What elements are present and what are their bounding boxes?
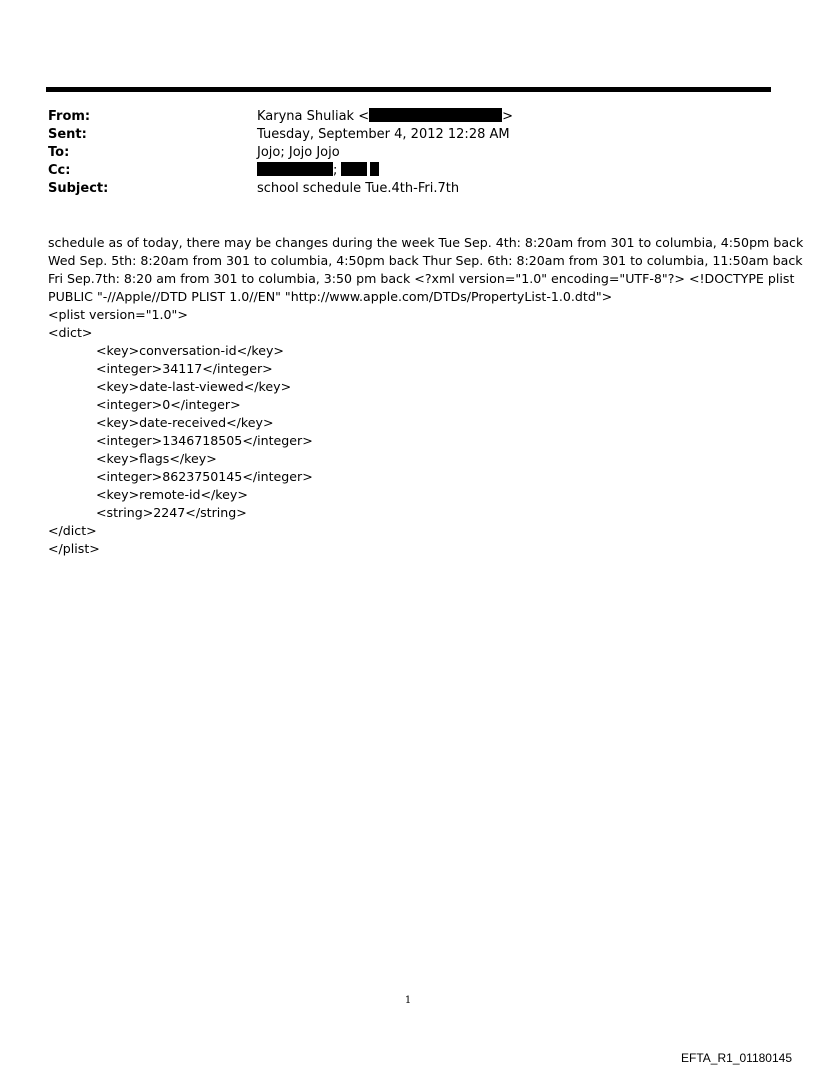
body-line: Fri Sep.7th: 8:20 am from 301 to columbia, 3:50 pm back <?xml version="1.0" encoding="UTF-8"?> <!DOCTYPE plist [48, 271, 795, 286]
from-label: From: [48, 109, 91, 124]
cc-value [257, 162, 379, 180]
to-value: Jojo; Jojo Jojo [257, 145, 340, 160]
redaction-block [341, 162, 367, 176]
body-line: <key>flags</key> [96, 451, 217, 466]
to-label: To: [48, 145, 70, 160]
body-line: <key>date-received</key> [96, 415, 274, 430]
body-line: <plist version="1.0"> [48, 307, 188, 322]
body-line: <key>conversation-id</key> [96, 343, 284, 358]
body-line: <key>date-last-viewed</key> [96, 379, 292, 394]
body-line: <string>2247</string> [96, 505, 247, 520]
cc-row [48, 162, 768, 180]
body-line: <integer>34117</integer> [96, 361, 273, 376]
page-number: 1 [404, 995, 412, 1006]
redaction-block [369, 108, 502, 122]
body-line: </dict> [48, 523, 97, 538]
from-row [48, 108, 768, 126]
subject-row [48, 180, 768, 198]
from-close: > [502, 109, 514, 124]
body-line: PUBLIC "-//Apple//DTD PLIST 1.0//EN" "http://www.apple.com/DTDs/PropertyList-1.0.dtd"> [48, 289, 613, 304]
cc-label: Cc: [48, 163, 71, 178]
redaction-block [370, 162, 379, 176]
sent-row [48, 126, 768, 144]
from-name: Karyna Shuliak < [257, 109, 370, 124]
body-line: <key>remote-id</key> [96, 487, 248, 502]
body-line: <dict> [48, 325, 93, 340]
redaction-block [257, 162, 333, 176]
sent-label: Sent: [48, 127, 87, 142]
body-line: Wed Sep. 5th: 8:20am from 301 to columbia, 4:50pm back Thur Sep. 6th: 8:20am from 301 to columbia, 11:50am back [48, 253, 803, 268]
body-line: <integer>8623750145</integer> [96, 469, 313, 484]
subject-label: Subject: [48, 181, 109, 196]
body-line: </plist> [48, 541, 100, 556]
subject-value: school schedule Tue.4th-Fri.7th [257, 181, 460, 196]
header-rule [46, 87, 771, 92]
sent-value: Tuesday, September 4, 2012 12:28 AM [257, 127, 510, 142]
from-value [257, 108, 513, 126]
body-line: schedule as of today, there may be changes during the week Tue Sep. 4th: 8:20am from 301 to columbia, 4:50pm back [48, 235, 804, 250]
bates-number: EFTA_R1_01180145 [681, 1051, 792, 1065]
to-row [48, 144, 768, 162]
cc-separator: ; [333, 163, 338, 178]
body-line: <integer>0</integer> [96, 397, 241, 412]
email-body [48, 234, 804, 558]
body-line: <integer>1346718505</integer> [96, 433, 313, 448]
